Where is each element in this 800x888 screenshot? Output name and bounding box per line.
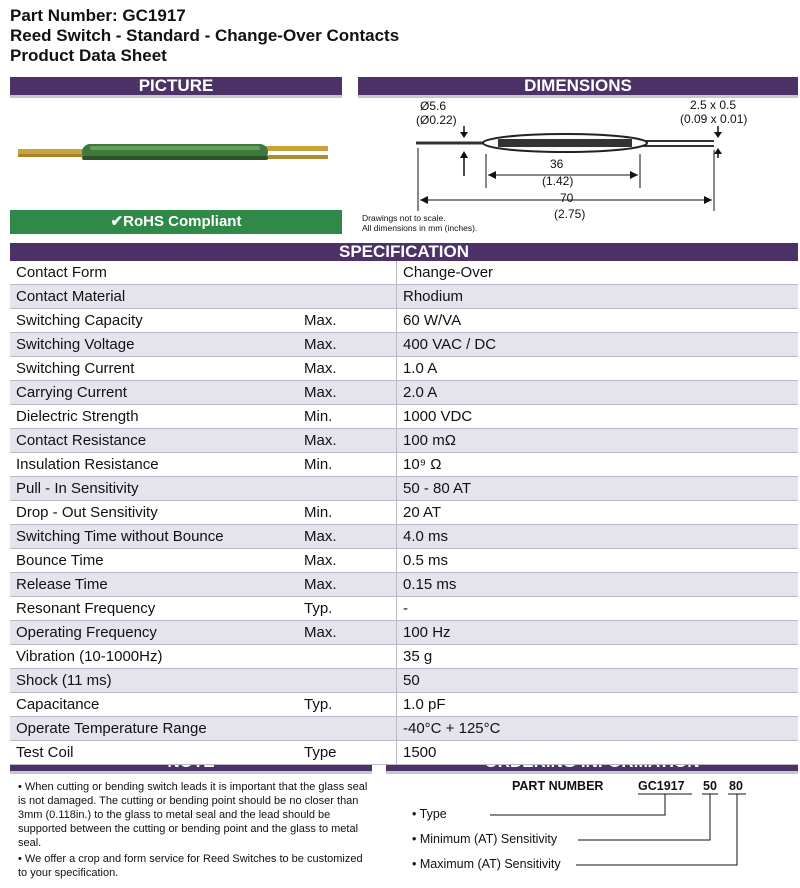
spec-value: 50: [397, 669, 799, 693]
part-number-max-sensitivity: 80: [729, 779, 743, 793]
total-mm-label: 70: [560, 191, 574, 205]
spec-parameter: Vibration (10-1000Hz): [10, 645, 298, 669]
spec-value: 100 mΩ: [397, 429, 799, 453]
spec-row: [10, 261, 798, 285]
spec-condition: [298, 477, 397, 501]
spec-value: 10⁹ Ω: [397, 453, 799, 477]
spec-condition: [298, 669, 397, 693]
drawing-scale-note: Drawings not to scale. All dimensions in mm (inches).: [362, 213, 478, 233]
spec-parameter: Capacitance: [10, 693, 298, 717]
spec-row: [10, 573, 798, 597]
rohs-compliant-badge: ✔RoHS Compliant: [10, 210, 342, 234]
spec-row: [10, 405, 798, 429]
picture-section-bar: PICTURE: [10, 77, 342, 98]
spec-condition: Max.: [298, 429, 397, 453]
spec-row: [10, 357, 798, 381]
spec-row: [10, 453, 798, 477]
spec-parameter: Operate Temperature Range: [10, 717, 298, 741]
spec-row: [10, 333, 798, 357]
spec-value: Rhodium: [397, 285, 799, 309]
part-number-title: Part Number: GC1917: [10, 6, 186, 25]
spec-parameter: Contact Material: [10, 285, 298, 309]
spec-condition: Type: [298, 741, 397, 765]
spec-condition: Min.: [298, 453, 397, 477]
spec-value: 50 - 80 AT: [397, 477, 799, 501]
spec-parameter: Switching Voltage: [10, 333, 298, 357]
spec-value: 0.5 ms: [397, 549, 799, 573]
specification-section-bar: SPECIFICATION: [10, 243, 798, 264]
spec-value: 1500: [397, 741, 799, 765]
spec-parameter: Dielectric Strength: [10, 405, 298, 429]
spec-condition: Min.: [298, 501, 397, 525]
spec-parameter: Contact Form: [10, 261, 298, 285]
spec-condition: Typ.: [298, 597, 397, 621]
spec-parameter: Carrying Current: [10, 381, 298, 405]
body-mm-label: 36: [550, 157, 564, 171]
spec-value: 1.0 pF: [397, 693, 799, 717]
spec-condition: [298, 261, 397, 285]
spec-condition: Max.: [298, 333, 397, 357]
spec-row: [10, 309, 798, 333]
spec-condition: Min.: [298, 405, 397, 429]
spec-row: [10, 549, 798, 573]
spec-value: -40°C + 125°C: [397, 717, 799, 741]
spec-value: Change-Over: [397, 261, 799, 285]
spec-condition: Max.: [298, 381, 397, 405]
spec-condition: [298, 645, 397, 669]
specification-table: [10, 261, 798, 765]
spec-value: 4.0 ms: [397, 525, 799, 549]
spec-row: [10, 717, 798, 741]
spec-parameter: Drop - Out Sensitivity: [10, 501, 298, 525]
spec-parameter: Test Coil: [10, 741, 298, 765]
document-header: [10, 6, 399, 66]
spec-condition: Max.: [298, 621, 397, 645]
max-sensitivity-legend: • Maximum (AT) Sensitivity: [412, 857, 561, 871]
diameter-in-label: (Ø0.22): [416, 113, 457, 127]
spec-value: 400 VAC / DC: [397, 333, 799, 357]
spec-parameter: Release Time: [10, 573, 298, 597]
product-title: Reed Switch - Standard - Change-Over Contacts: [10, 26, 400, 45]
spec-value: 100 Hz: [397, 621, 799, 645]
spec-parameter: Switching Current: [10, 357, 298, 381]
spec-row: [10, 501, 798, 525]
spec-value: 1.0 A: [397, 357, 799, 381]
spec-value: 60 W/VA: [397, 309, 799, 333]
note-cutting-bending: • When cutting or bending switch leads it is important that the glass seal is not damaged. The cutting or bending point should be no closer than 3mm (0.118in.) to the glass to metal seal and the lead should be supported between the cutting or bending point and the glass to metal seal.: [18, 781, 368, 849]
spec-condition: [298, 285, 397, 309]
spec-condition: Max.: [298, 525, 397, 549]
dimensions-section-bar: DIMENSIONS: [358, 77, 798, 98]
spec-parameter: Shock (11 ms): [10, 669, 298, 693]
part-number-label: PART NUMBER: [512, 779, 604, 793]
note-crop-form-service: • We offer a crop and form service for Reed Switches to be customized to your specification.: [18, 853, 363, 879]
part-number-min-sensitivity: 50: [703, 779, 717, 793]
spec-parameter: Bounce Time: [10, 549, 298, 573]
spec-row: [10, 429, 798, 453]
lead-mm-label: 2.5 x 0.5: [690, 98, 737, 112]
spec-row: [10, 525, 798, 549]
spec-value: -: [397, 597, 799, 621]
spec-condition: Max.: [298, 357, 397, 381]
spec-condition: Typ.: [298, 693, 397, 717]
part-number-code: GC1917: [638, 779, 685, 793]
body-in-label: (1.42): [542, 174, 574, 188]
reed-switch-picture: [10, 120, 342, 180]
spec-parameter: Operating Frequency: [10, 621, 298, 645]
spec-parameter: Switching Capacity: [10, 309, 298, 333]
spec-row: [10, 381, 798, 405]
total-in-label: (2.75): [554, 207, 586, 221]
spec-parameter: Insulation Resistance: [10, 453, 298, 477]
spec-row: [10, 477, 798, 501]
ordering-information: [386, 772, 798, 888]
spec-value: 35 g: [397, 645, 799, 669]
spec-parameter: Resonant Frequency: [10, 597, 298, 621]
spec-value: 0.15 ms: [397, 573, 799, 597]
type-legend: • Type: [412, 807, 447, 821]
spec-row: [10, 741, 798, 765]
spec-value: 2.0 A: [397, 381, 799, 405]
diameter-mm-label: Ø5.6: [420, 99, 447, 113]
spec-condition: Max.: [298, 549, 397, 573]
spec-row: [10, 621, 798, 645]
spec-row: [10, 285, 798, 309]
spec-parameter: Switching Time without Bounce: [10, 525, 298, 549]
spec-row: [10, 693, 798, 717]
spec-condition: [298, 717, 397, 741]
note-text: [18, 780, 370, 882]
spec-condition: Max.: [298, 309, 397, 333]
lead-in-label: (0.09 x 0.01): [680, 112, 748, 126]
spec-value: 20 AT: [397, 501, 799, 525]
spec-row: [10, 669, 798, 693]
spec-parameter: Contact Resistance: [10, 429, 298, 453]
document-type: Product Data Sheet: [10, 46, 167, 65]
spec-row: [10, 597, 798, 621]
spec-value: 1000 VDC: [397, 405, 799, 429]
min-sensitivity-legend: • Minimum (AT) Sensitivity: [412, 832, 558, 846]
spec-condition: Max.: [298, 573, 397, 597]
spec-parameter: Pull - In Sensitivity: [10, 477, 298, 501]
spec-row: [10, 645, 798, 669]
